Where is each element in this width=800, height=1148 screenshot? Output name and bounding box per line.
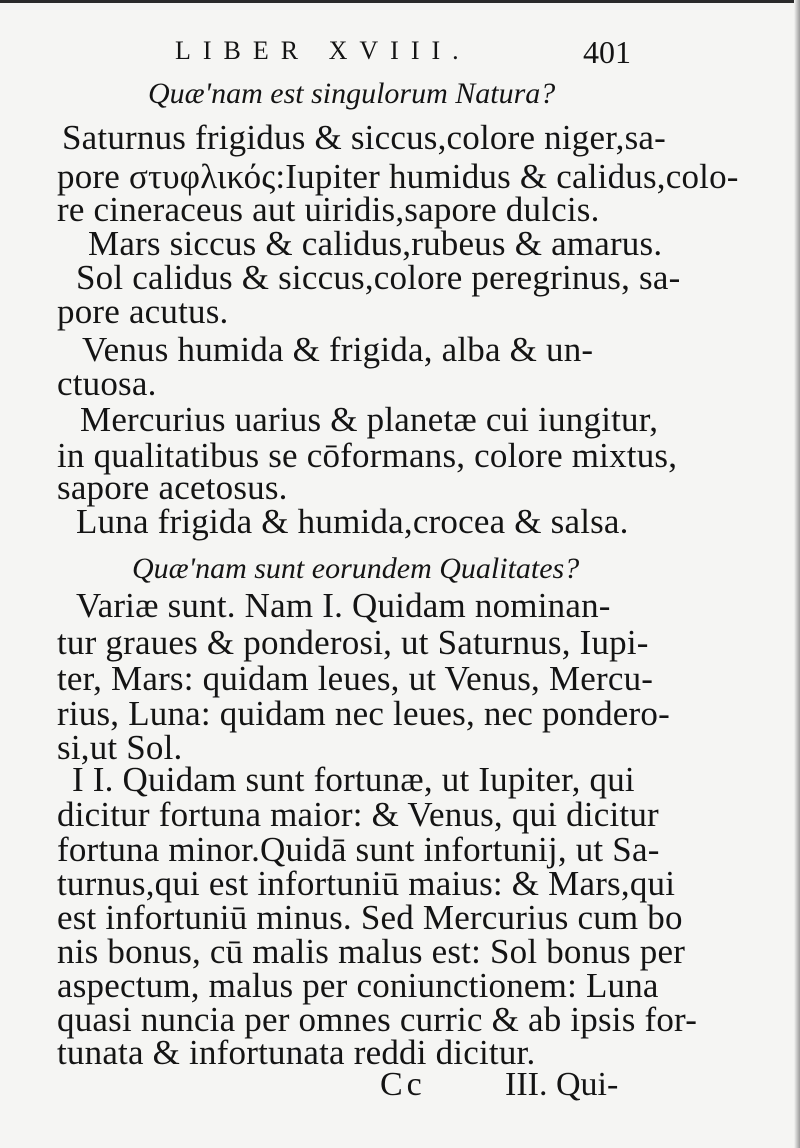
page-number: 401 bbox=[583, 34, 631, 70]
page-right-edge bbox=[794, 0, 800, 1148]
section-question-qualities: Quæ'nam sunt eorundem Qualitates? bbox=[132, 552, 580, 585]
text-line: Venus humida & frigida, alba & un- bbox=[82, 330, 594, 369]
text-line: dicitur fortuna maior: & Venus, qui dicitur bbox=[57, 795, 659, 834]
text-line: quasi nuncia per omnes curric & ab ipsis for- bbox=[57, 1000, 698, 1039]
text-line: rius, Luna: quidam nec leues, nec pondero- bbox=[57, 694, 670, 733]
text-line: Mercurius uarius & planetæ cui iungitur, bbox=[80, 400, 659, 439]
text-line: pore acutus. bbox=[57, 292, 229, 331]
text-line: tur graues & ponderosi, ut Saturnus, Iupi- bbox=[57, 623, 649, 662]
text-line: Saturnus frigidus & siccus,colore niger,sa- bbox=[62, 118, 667, 157]
text-line: ctuosa. bbox=[57, 364, 157, 403]
text-line: nis bonus, cū malis malus est: Sol bonus per bbox=[57, 932, 686, 971]
text-line: in qualitatibus se cōformans, colore mixtus, bbox=[57, 436, 678, 475]
text-line: est infortuniū minus. Sed Mercurius cum bo bbox=[57, 898, 683, 937]
text-line: si,ut Sol. bbox=[57, 728, 183, 767]
text-line: Variæ sunt. Nam I. Quidam nominan- bbox=[76, 586, 611, 625]
text-line: Luna frigida & humida,crocea & salsa. bbox=[76, 502, 629, 541]
section-question-nature: Quæ'nam est singulorum Natura? bbox=[148, 77, 556, 110]
signature-mark: Cc bbox=[380, 1066, 426, 1103]
text-line: aspectum, malus per coniunctionem: Luna bbox=[57, 966, 659, 1005]
text-line: tunata & infortunata reddi dicitur. bbox=[57, 1033, 536, 1072]
text-line: sapore acetosus. bbox=[57, 468, 288, 507]
text-line: ter, Mars: quidam leues, ut Venus, Mercu- bbox=[57, 659, 654, 698]
text-line: I I. Quidam sunt fortunæ, ut Iupiter, qui bbox=[72, 760, 635, 799]
text-line: Sol calidus & siccus,colore peregrinus, sa- bbox=[76, 258, 681, 297]
text-line: Mars siccus & calidus,rubeus & amarus. bbox=[88, 224, 663, 263]
catchword: III. Qui- bbox=[505, 1066, 619, 1103]
text-line: fortuna minor.Quidā sunt infortunij, ut Sa- bbox=[57, 830, 660, 869]
running-head: LIBER XVIII. bbox=[175, 36, 471, 65]
text-line: turnus,qui est infortuniū maius: & Mars,qui bbox=[57, 864, 676, 903]
text-line: pore στυφλικός:Iupiter humidus & calidus,colo- bbox=[57, 157, 739, 196]
text-line: re cineraceus aut uiridis,sapore dulcis. bbox=[57, 190, 600, 229]
page-top-edge bbox=[0, 0, 800, 3]
